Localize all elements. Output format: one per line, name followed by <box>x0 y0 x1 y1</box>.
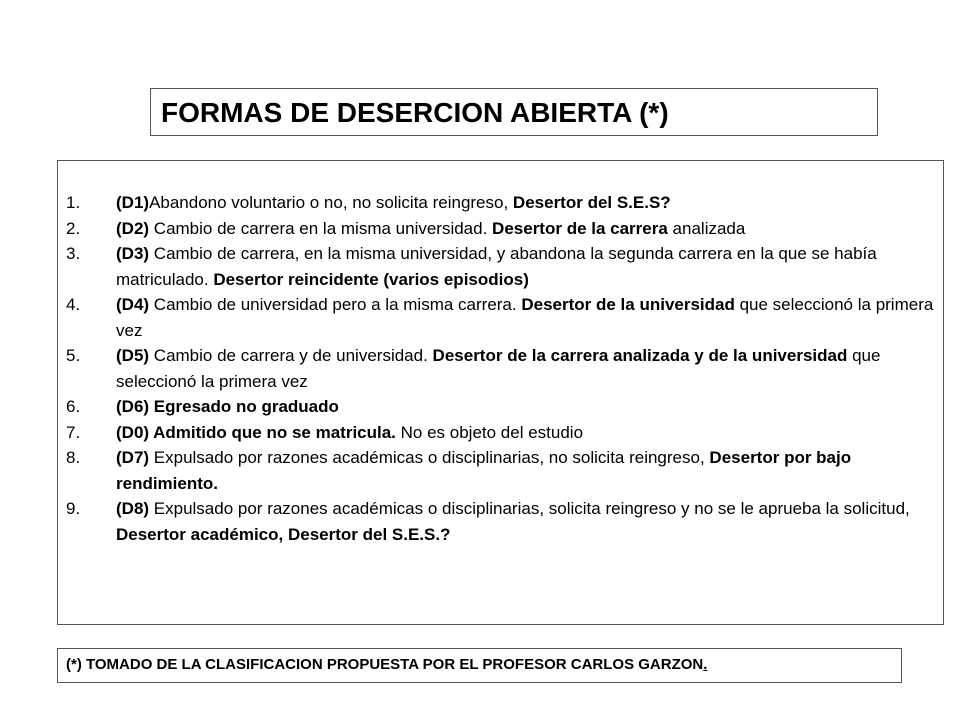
list-item <box>66 496 936 547</box>
item-bold-text: Desertor académico, Desertor del S.E.S.? <box>116 524 451 544</box>
footnote-text: (*) TOMADO DE LA CLASIFICACION PROPUESTA POR EL PROFESOR CARLOS GARZON <box>66 656 704 673</box>
list-item <box>66 241 936 292</box>
item-text: Cambio de carrera, en la misma universidad, y abandona la segunda carrera en la que se había matriculado. <box>116 244 877 289</box>
item-text: Expulsado por razones académicas o disciplinarias, no solicita reingreso, <box>149 448 710 467</box>
item-text: que seleccionó la primera vez <box>116 295 934 340</box>
item-text: Cambio de carrera en la misma universidad. <box>149 218 493 238</box>
item-bold-text: Desertor de la carrera <box>492 218 668 238</box>
item-text: Cambio de universidad pero a la misma carrera. <box>149 295 522 314</box>
item-text: Cambio de carrera y de universidad. <box>149 346 433 365</box>
footnote-link[interactable]: . <box>703 656 708 673</box>
list-number: 2. <box>66 218 81 238</box>
item-text: que seleccionó la primera vez <box>116 346 881 391</box>
content-box <box>57 160 944 625</box>
item-bold-text: Desertor del S.E.S? <box>512 193 671 212</box>
item-bold-text: Desertor de la universidad <box>521 295 735 314</box>
list-number: 9. <box>66 499 81 518</box>
item-text: analizada <box>667 218 746 238</box>
list-item <box>66 445 936 496</box>
item-bold-text: Desertor por bajo rendimiento. <box>116 448 852 493</box>
footnote-box <box>57 648 902 683</box>
title-box <box>150 88 878 136</box>
item-bold-text: (D3) <box>116 244 150 263</box>
item-bold-text: (D1) <box>116 193 150 212</box>
list-item <box>66 420 936 446</box>
page-title: FORMAS DE DESERCION ABIERTA (*) <box>161 97 669 128</box>
item-bold-text: (D0) Admitido que no se matricula. <box>116 422 396 442</box>
item-bold-text: Desertor reincidente (varios episodios) <box>213 269 529 289</box>
item-bold-text: (D7) <box>116 448 150 467</box>
item-text: Expulsado por razones académicas o disciplinarias, solicita reingreso y no se le aprueba la solicitud, <box>149 499 910 518</box>
item-bold-text: (D2) <box>116 218 150 238</box>
item-text: No es objeto del estudio <box>395 422 584 442</box>
list-item <box>66 190 936 216</box>
item-bold-text: (D6) Egresado no graduado <box>116 397 339 416</box>
list-item <box>66 292 936 343</box>
item-bold-text: (D5) <box>116 346 150 365</box>
dropout-forms-list <box>66 190 936 547</box>
list-number: 6. <box>66 397 81 416</box>
list-number: 1. <box>66 193 81 212</box>
list-item <box>66 394 936 420</box>
list-item <box>66 216 936 242</box>
list-item <box>66 343 936 394</box>
list-number: 8. <box>66 448 81 467</box>
list-number: 3. <box>66 244 81 263</box>
item-bold-text: (D4) <box>116 295 150 314</box>
list-number: 5. <box>66 346 81 365</box>
footnote <box>66 656 707 673</box>
list-number: 7. <box>66 422 81 442</box>
item-bold-text: (D8) <box>116 499 150 518</box>
list-number: 4. <box>66 295 81 314</box>
item-bold-text: Desertor de la carrera analizada y de la universidad <box>432 346 848 365</box>
item-text: Abandono voluntario o no, no solicita reingreso, <box>149 193 513 212</box>
